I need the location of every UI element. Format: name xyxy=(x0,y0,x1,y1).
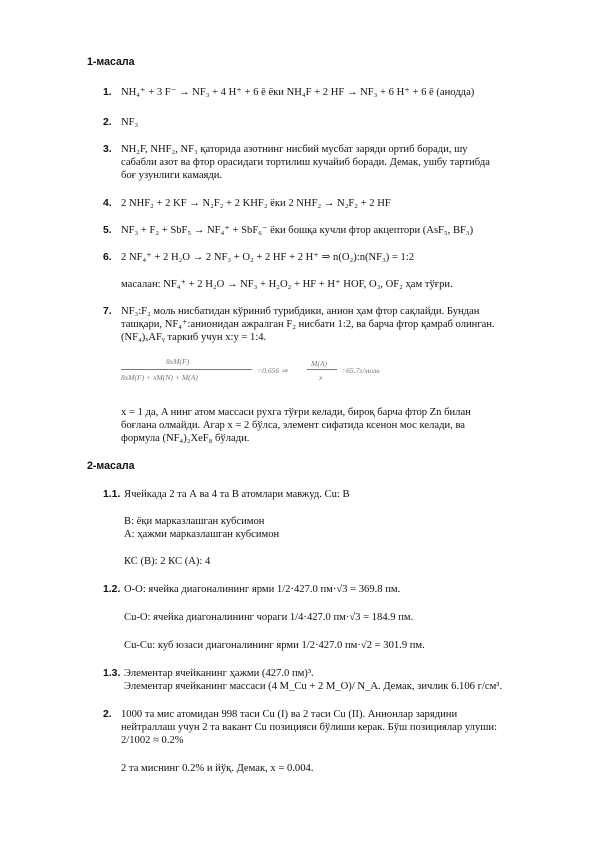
formula-denominator-2: x xyxy=(319,373,323,382)
sub-line: Cu-Cu: куб юзаси диагоналининг ярми 1/2·427.0 пм·√2 = 301.9 пм. xyxy=(124,640,425,651)
paragraph-line: NH₂F, NHF₂, NF₃ қаторида азотнинг нисбий мусбат заряди ортиб боради, шу xyxy=(121,144,468,155)
paragraph-line: 1000 та мис атомидан 998 таси Cu (I) ва 2 таси Cu (II). Анионлар зарядини xyxy=(121,709,458,720)
item-text: O-O: ячейка диагоналининг ярми 1/2·427.0 пм·√3 = 369.8 пм. xyxy=(124,584,401,595)
conclusion-line: формула (NF₄)₂XeF₈ бўлади. xyxy=(121,433,250,444)
formula-denominator: 8xM(F) + xM(N) + M(A) xyxy=(121,373,198,382)
item-number: 3. xyxy=(103,144,112,155)
item-number: 1. xyxy=(103,87,112,98)
paragraph-line: боғ узунлиги камаяди. xyxy=(121,170,223,181)
item-number: 2. xyxy=(103,709,112,720)
sub-line: Cu-O: ячейка диагоналининг чораги 1/4·427.0 пм·√3 = 184.9 пм. xyxy=(124,612,414,623)
item-text: NF₃ + F₂ + SbF₅ → NF₄⁺ + SbF₆⁻ ёки бошқа кучли фтор акцептори (AsF₅, BF₃) xyxy=(121,225,474,236)
item-text: NH₄⁺ + 3 F⁻ → NF₃ + 4 H⁺ + 6 ē ёки NH₄F + 2 HF → NF₃ + 6 H⁺ + 6 ē (анодда) xyxy=(121,87,475,98)
conclusion-line: x = 1 да, A нинг атом массаси рухга тўғри келади, бироқ барча фтор Zn билан xyxy=(121,407,471,418)
formula-numerator: 8xM(F) xyxy=(166,357,190,366)
item-number: 4. xyxy=(103,198,112,209)
formula-result: =65.7г/моль xyxy=(341,366,380,375)
paragraph-line: 2/1002 ≈ 0.2% xyxy=(121,735,184,746)
item-number: 5. xyxy=(103,225,112,236)
fraction-bar xyxy=(307,369,337,370)
item-number: 1.2. xyxy=(103,584,121,595)
item-number: 6. xyxy=(103,252,112,263)
kc-line: КС (B): 2 КС (A): 4 xyxy=(124,556,211,567)
item-number: 2. xyxy=(103,117,112,128)
sub-line: A: ҳажми марказлашган кубсимон xyxy=(124,529,280,540)
sub-line: B: ёқи марказлашган кубсимон xyxy=(124,516,265,527)
final-line: 2 та миснинг 0.2% и йўқ. Демак, x = 0.004. xyxy=(121,763,314,774)
item-number: 1.1. xyxy=(103,489,121,500)
sub-line: Элементар ячейканинг массаси (4 M_Cu + 2 M_O)/ N_A. Демак, зичлик 6.106 г/см³. xyxy=(124,681,503,692)
formula-middle: =0.656 ⇒ xyxy=(257,366,288,375)
fraction-bar xyxy=(121,369,252,370)
item-text: 2 NHF₂ + 2 KF → N₂F₂ + 2 KHF₂ ёки 2 NHF₂ → N₂F₂ + 2 HF xyxy=(121,198,391,209)
paragraph-line: сабабли азот ва фтор орасидаги тортилиш кучайиб боради. Демак, ушбу тартибда xyxy=(121,157,490,168)
paragraph-line: NF₃:F₂ моль нисбатидан кўриниб турибдики, анион ҳам фтор сақлайди. Бундан xyxy=(121,306,480,317)
item-text: 2 NF₄⁺ + 2 H₂O → 2 NF₃ + O₂ + 2 HF + 2 H⁺ ⇒ n(O₂):n(NF₃) = 1:2 xyxy=(121,252,415,263)
paragraph-line: ташқари, NF₄⁺:анионидан ажралган F₂ нисбати 1:2, ва барча фтор қамраб олинган. xyxy=(121,319,495,330)
item-text: NF₃ xyxy=(121,117,139,128)
paragraph-line: нейтраллаш учун 2 та вакант Cu позицияси бўлиши керак. Бўш позициялар улуши: xyxy=(121,722,498,733)
section2-title: 2-масала xyxy=(87,460,135,472)
conclusion-line: боғлана олмайди. Агар x = 2 бўлса, элемент сифатида ксенон мос келади, ва xyxy=(121,420,466,431)
example-line: масалан: NF₄⁺ + 2 H₂O → NF₃ + H₂O₂ + HF + H⁺ HOF, O₃, OF₂ ҳам тўғри. xyxy=(121,279,453,290)
formula-numerator-2: M(A) xyxy=(311,359,328,368)
paragraph-line: (NF₄)ₓAFᵧ таркиб учун x:y = 1:4. xyxy=(121,332,267,343)
section1-title: 1-масала xyxy=(87,56,135,68)
item-text: Элементар ячейканинг ҳажми (427.0 пм)³. xyxy=(124,668,314,679)
item-number: 7. xyxy=(103,306,112,317)
item-number: 1.3. xyxy=(103,668,121,679)
item-text: Ячейкада 2 та А ва 4 та В атомлари мавжуд. Cu: B xyxy=(124,489,350,500)
